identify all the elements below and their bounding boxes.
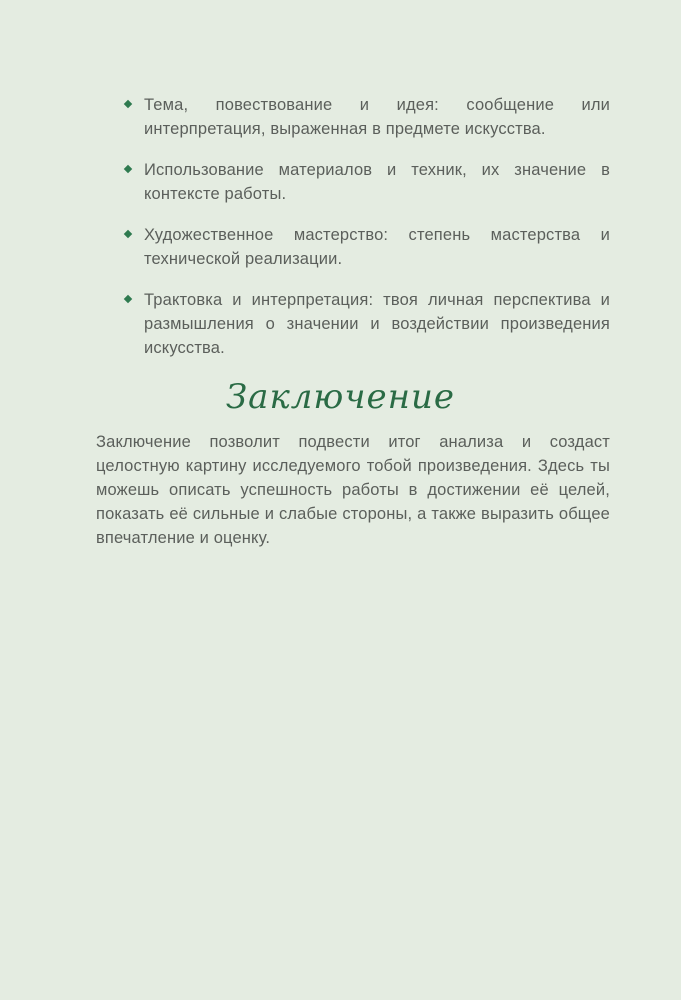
list-item-text: Трактовка и интерпретация: твоя личная перспектива и размышления о значении и воздействии произведения искусства. <box>144 291 610 357</box>
list-item <box>124 93 610 141</box>
section-title: Заключение <box>225 377 456 417</box>
diamond-bullet-icon <box>124 165 132 173</box>
list-item-text: Тема, повествование и идея: сообщение или интерпретация, выраженная в предмете искусства. <box>144 96 610 138</box>
list-item-text: Художественное мастерство: степень мастерства и технической реализации. <box>144 226 610 268</box>
diamond-bullet-icon <box>124 230 132 238</box>
list-item <box>124 288 610 360</box>
list-item-text: Использование материалов и техник, их значение в контексте работы. <box>144 161 610 203</box>
diamond-bullet-icon <box>124 100 132 108</box>
list-item <box>124 223 610 271</box>
conclusion-paragraph: Заключение позволит подвести итог анализа и создаст целостную картину исследуемого тобой произведения. Здесь ты можешь описать успешность работы в достижении её целей, показать её сильные и слабые стороны, а также выразить общее впечатление и оценку. <box>96 433 610 547</box>
diamond-bullet-icon <box>124 295 132 303</box>
criteria-list <box>124 93 610 377</box>
list-item <box>124 158 610 206</box>
